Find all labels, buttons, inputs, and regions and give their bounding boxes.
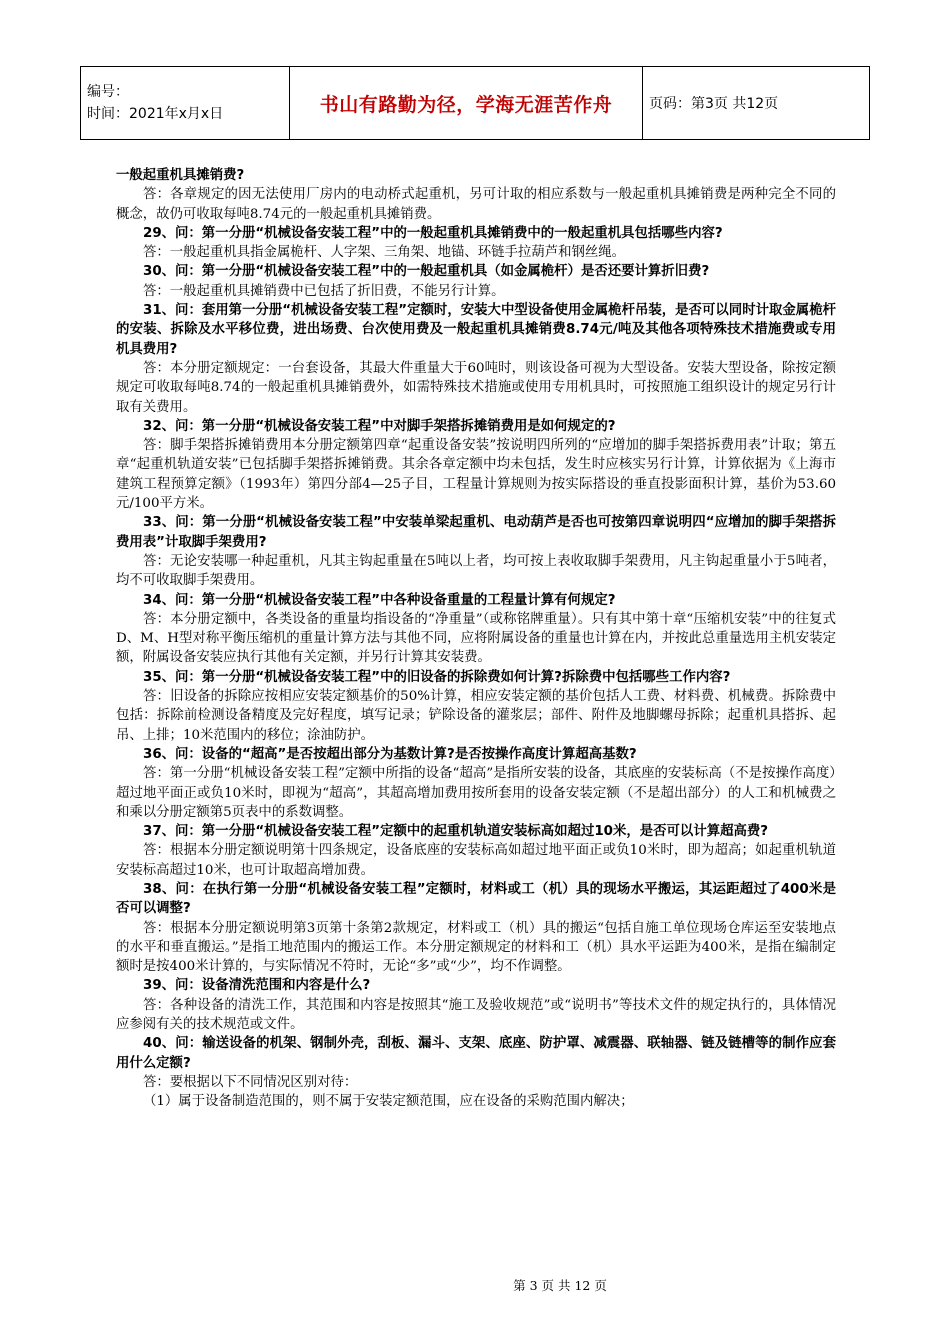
answer-paragraph: 答：脚手架搭拆摊销费用本分册定额第四章“起重设备安装”按说明四所列的“应增加的脚手架搭拆费用表”计取；第五章“起重机轨道安装”已包括脚手架搭拆摊销费。其余各章定额中均未包括，发生时应核实另行计算，计算依据为《上海市建筑工程预算定额》（1993年）第四分部4—25子目，工程量计算规则为按实际搭设的垂直投影面积计算，基价为53.60元/100平方米。 xyxy=(116,438,836,512)
answer-paragraph: 答：各种设备的清洗工作，其范围和内容是按照其“施工及验收规范”或“说明书”等技术文件的规定执行的，具体情况应参阅有关的技术规范或文件。 xyxy=(116,997,836,1033)
answer-paragraph: 答：要根据以下不同情况区别对待： xyxy=(143,1074,358,1090)
question-paragraph: 40、问：输送设备的机架、钢制外壳，刮板、漏斗、支架、底座、防护罩、减震器、联轴器、链及链槽等的制作应套用什么定额? xyxy=(116,1036,836,1071)
question-paragraph: 30、问：第一分册“机械设备安装工程”中的一般起重机具（如金属桅杆）是否还要计算折旧费? xyxy=(143,264,710,280)
question-paragraph: 36、问：设备的“超高”是否按超出部分为基数计算?是否按操作高度计算超高基数? xyxy=(143,746,637,762)
question-paragraph: 31、问：套用第一分册“机械设备安装工程”定额时，安装大中型设备使用金属桅杆吊装，是否可以同时计取金属桅杆的安装、拆除及水平移位费，进出场费、台次使用费及一般起重机具摊销费8.74元/吨及其他各项特殊技术措施费或专用机具费用? xyxy=(116,303,836,357)
answer-paragraph: 答：根据本分册定额说明第十四条规定，设备底座的安装标高如超过地平面正或负10米时，即为超高；如起重机轨道安装标高超过10米，也可计取超高增加费。 xyxy=(116,843,836,878)
question-paragraph: 29、问：第一分册“机械设备安装工程”中的一般起重机具摊销费中的一般起重机具包括哪些内容? xyxy=(143,225,723,241)
page-footer: 第 3 页 共 12 页 xyxy=(513,1278,607,1293)
answer-paragraph: 答：本分册定额中，各类设备的重量均指设备的“净重量”（或称铭牌重量）。只有其中第十章“压缩机安装”中的往复式D、M、H型对称平衡压缩机的重量计算方法与其他不同，应将附属设备的重量也计算在内，并按此总重量选用主机安装定额，附属设备安装应执行其他有关定额，并另行计算其安装费。 xyxy=(116,611,836,666)
question-paragraph: 32、问：第一分册“机械设备安装工程”中对脚手架搭拆摊销费用是如何规定的? xyxy=(143,418,616,434)
question-paragraph: 37、问：第一分册“机械设备安装工程”定额中的起重机轨道安装标高如超过10米，是否可以计算超高费? xyxy=(143,824,769,840)
question-paragraph: 39、问：设备清洗范围和内容是什么? xyxy=(143,978,371,994)
answer-paragraph: （1）属于设备制造范围的，则不属于安装定额范围，应在设备的采购范围内解决； xyxy=(143,1094,634,1110)
answer-paragraph: 答：根据本分册定额说明第3页第十条第2款规定，材料或工（机）具的搬运“包括自施工单位现场仓库运至安装地点的水平和垂直搬运。”是指工地范围内的搬运工作。本分册定额规定的材料和工（机）具水平运距为400米，是指在编制定额时是按400米计算的，与实际情况不符时，无论“多”或“少”，均不作调整。 xyxy=(116,920,836,975)
header-page-info: 页码：第3页 共12页 xyxy=(643,67,870,140)
question-paragraph: 一般起重机具摊销费? xyxy=(116,168,245,183)
question-paragraph: 33、问：第一分册“机械设备安装工程”中安装单梁起重机、电动葫芦是否也可按第四章说明四“应增加的脚手架搭拆费用表”计取脚手架费用? xyxy=(116,515,836,550)
document-body xyxy=(116,166,836,1112)
answer-paragraph: 答：一般起重机具指金属桅杆、人字架、三角架、地锚、环链手拉葫芦和钢丝绳。 xyxy=(143,245,626,261)
answer-paragraph: 答：各章规定的因无法使用厂房内的电动桥式起重机，另可计取的相应系数与一般起重机具摊销费是两种完全不同的概念，故仍可收取每吨8.74元的一般起重机具摊销费。 xyxy=(116,187,836,222)
page-header xyxy=(80,66,870,140)
question-paragraph: 34、问：第一分册“机械设备安装工程”中各种设备重量的工程量计算有何规定? xyxy=(143,592,616,608)
answer-paragraph: 答：本分册定额规定：一台套设备，其最大件重量大于60吨时，则该设备可视为大型设备。安装大型设备，除按定额规定可收取每吨8.74的一般起重机具摊销费外，如需特殊技术措施或使用专用机具时，可按照施工组织设计的规定另行计取有关费用。 xyxy=(116,360,836,415)
answer-paragraph: 答：无论安装哪一种起重机，凡其主钩起重量在5吨以上者，均可按上表收取脚手架费用，凡主钩起重量小于5吨者，均不可收取脚手架费用。 xyxy=(116,553,836,589)
answer-paragraph: 答：旧设备的拆除应按相应安装定额基价的50%计算，相应安装定额的基价包括人工费、材料费、机械费。拆除费中包括：拆除前检测设备精度及完好程度，填写记录；铲除设备的灌浆层；部件、附件及地脚螺母拆除；起重机具搭拆、起吊、上排；10米范围内的移位；涂油防护。 xyxy=(116,689,836,743)
header-date-label: 时间：2021年x月x日 xyxy=(87,106,224,122)
question-paragraph: 35、问：第一分册“机械设备安装工程”中的旧设备的拆除费如何计算?拆除费中包括哪些工作内容? xyxy=(143,669,731,685)
header-number-label: 编号： xyxy=(87,84,129,100)
header-meta xyxy=(81,67,290,140)
question-paragraph: 38、问：在执行第一分册“机械设备安装工程”定额时，材料或工（机）具的现场水平搬运，其运距超过了400米是否可以调整? xyxy=(116,881,836,917)
header-motto: 书山有路勤为径，学海无涯苦作舟 xyxy=(290,67,643,140)
answer-paragraph: 答：第一分册“机械设备安装工程”定额中所指的设备“超高”是指所安装的设备，其底座的安装标高（不是按操作高度）超过地平面正或负10米时，即视为“超高”，其超高增加费用按所套用的设备安装定额（不是超出部分）的人工和机械费之和乘以分册定额第5页表中的系数调整。 xyxy=(116,766,836,820)
answer-paragraph: 答：一般起重机具摊销费中已包括了折旧费，不能另行计算。 xyxy=(143,283,505,299)
